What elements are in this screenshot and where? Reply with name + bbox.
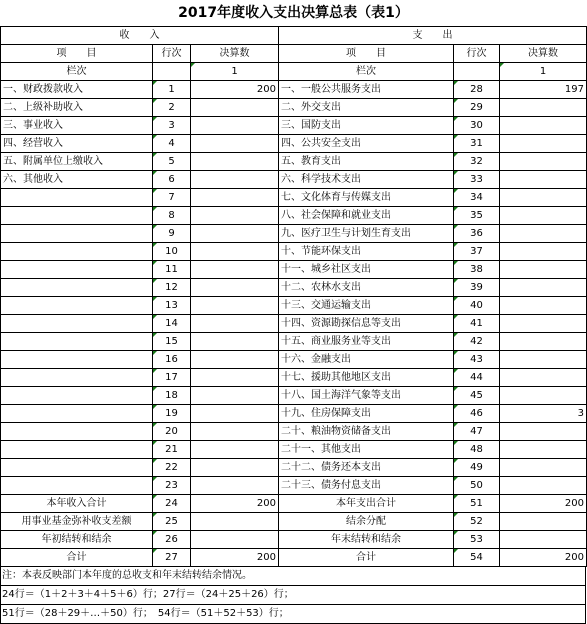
- expense-item-cell: 十八、国土海洋气象等支出: [279, 387, 454, 405]
- income-expense-table: [0, 26, 587, 567]
- income-row-no-cell: 23: [153, 477, 191, 495]
- income-amount-cell: [191, 369, 279, 387]
- expense-amount-cell: [500, 135, 587, 153]
- income-row-no-cell: 20: [153, 423, 191, 441]
- income-row-no-cell: 24: [153, 495, 191, 513]
- expense-row-no-cell: 39: [454, 279, 500, 297]
- income-row-no-cell: 19: [153, 405, 191, 423]
- income-item-cell: [1, 459, 153, 477]
- income-item-cell: [1, 279, 153, 297]
- table-row: [1, 99, 587, 117]
- expense-item-cell: 五、教育支出: [279, 153, 454, 171]
- expense-row-no-cell: 32: [454, 153, 500, 171]
- expense-item-cell: 十、节能环保支出: [279, 243, 454, 261]
- table-row: [1, 387, 587, 405]
- expense-amount-cell: [500, 351, 587, 369]
- expense-item-cell: 一、一般公共服务支出: [279, 81, 454, 99]
- income-row-no-cell: 17: [153, 369, 191, 387]
- expense-row-no-cell: 43: [454, 351, 500, 369]
- expense-item-cell: 三、国防支出: [279, 117, 454, 135]
- table-row: [1, 333, 587, 351]
- table-row: [1, 171, 587, 189]
- note-line: 51行＝（28＋29＋…＋50）行； 54行＝（51＋52＋53）行；: [1, 605, 585, 624]
- income-item-cell: [1, 351, 153, 369]
- expense-item-cell: 二十、粮油物资储备支出: [279, 423, 454, 441]
- total-row: [1, 549, 587, 567]
- table-row: [1, 81, 587, 99]
- expense-column-index-value: 1: [500, 63, 587, 81]
- income-amount-cell: [191, 477, 279, 495]
- expense-item-cell: 二十一、其他支出: [279, 441, 454, 459]
- income-amount-cell: [191, 441, 279, 459]
- income-amount-cell: [191, 531, 279, 549]
- income-row-no-cell: 6: [153, 171, 191, 189]
- income-amount-cell: [191, 279, 279, 297]
- expense-amount-cell: [500, 189, 587, 207]
- expense-amount-header: 决算数: [500, 45, 587, 63]
- expense-item-cell: 十三、交通运输支出: [279, 297, 454, 315]
- expense-row-no-cell: 37: [454, 243, 500, 261]
- expense-amount-cell: [500, 369, 587, 387]
- expense-item-cell: 十四、资源勘探信息等支出: [279, 315, 454, 333]
- income-row-no-cell: 10: [153, 243, 191, 261]
- expense-item-cell: 十七、援助其他地区支出: [279, 369, 454, 387]
- expense-row-no-cell: 49: [454, 459, 500, 477]
- income-row-no-cell: 25: [153, 513, 191, 531]
- table-row: [1, 315, 587, 333]
- expense-row-no-cell: 29: [454, 99, 500, 117]
- table-row: [1, 297, 587, 315]
- column-header-row: [1, 45, 587, 63]
- expense-row-no-cell: 41: [454, 315, 500, 333]
- expense-item-cell: 十五、商业服务业等支出: [279, 333, 454, 351]
- expense-item-cell: 八、社会保障和就业支出: [279, 207, 454, 225]
- income-row-no-cell: 12: [153, 279, 191, 297]
- expense-amount-cell: [500, 225, 587, 243]
- expense-item-cell: 九、医疗卫生与计划生育支出: [279, 225, 454, 243]
- expense-amount-cell: [500, 477, 587, 495]
- table-row: [1, 207, 587, 225]
- expense-row-no-cell: 44: [454, 369, 500, 387]
- income-row-no-cell: 7: [153, 189, 191, 207]
- expense-item-header: 项 目: [279, 45, 454, 63]
- expense-row-no-cell: 35: [454, 207, 500, 225]
- income-amount-cell: [191, 135, 279, 153]
- income-amount-cell: [191, 405, 279, 423]
- income-row-no-cell: 27: [153, 549, 191, 567]
- income-item-cell: [1, 333, 153, 351]
- income-column-index-blank: [153, 63, 191, 81]
- expense-amount-cell: [500, 279, 587, 297]
- report-title: 2017年度收入支出决算总表（表1）: [178, 5, 409, 21]
- expense-item-cell: 年末结转和结余: [279, 531, 454, 549]
- section-header-row: [1, 27, 587, 45]
- table-row: [1, 189, 587, 207]
- income-row-no-cell: 1: [153, 81, 191, 99]
- expense-row-no-cell: 40: [454, 297, 500, 315]
- income-row-no-cell: 5: [153, 153, 191, 171]
- income-row-no-header: 行次: [153, 45, 191, 63]
- expense-item-cell: 四、公共安全支出: [279, 135, 454, 153]
- expense-item-cell: 十一、城乡社区支出: [279, 261, 454, 279]
- notes-section: [0, 567, 586, 624]
- expense-row-no-cell: 45: [454, 387, 500, 405]
- income-column-index-value: 1: [191, 63, 279, 81]
- income-amount-header: 决算数: [191, 45, 279, 63]
- expense-amount-cell: [500, 153, 587, 171]
- expense-row-no-cell: 54: [454, 549, 500, 567]
- income-amount-cell: 200: [191, 495, 279, 513]
- income-row-no-cell: 9: [153, 225, 191, 243]
- income-row-no-cell: 22: [153, 459, 191, 477]
- total-row: [1, 531, 587, 549]
- income-amount-cell: [191, 459, 279, 477]
- income-item-cell: 五、附属单位上缴收入: [1, 153, 153, 171]
- income-amount-cell: [191, 333, 279, 351]
- income-amount-cell: [191, 387, 279, 405]
- table-row: [1, 135, 587, 153]
- income-amount-cell: [191, 315, 279, 333]
- income-item-cell: [1, 441, 153, 459]
- income-item-cell: [1, 369, 153, 387]
- expense-amount-cell: 200: [500, 549, 587, 567]
- expense-row-no-cell: 51: [454, 495, 500, 513]
- expense-item-cell: 二、外交支出: [279, 99, 454, 117]
- income-item-cell: 六、其他收入: [1, 171, 153, 189]
- table-row: [1, 477, 587, 495]
- expense-amount-cell: [500, 333, 587, 351]
- table-row: [1, 279, 587, 297]
- income-item-cell: 二、上级补助收入: [1, 99, 153, 117]
- expense-amount-cell: [500, 315, 587, 333]
- expense-row-no-cell: 33: [454, 171, 500, 189]
- expense-row-no-cell: 47: [454, 423, 500, 441]
- income-column-index-label: 栏次: [1, 63, 153, 81]
- income-amount-cell: [191, 153, 279, 171]
- table-row: [1, 261, 587, 279]
- income-row-no-cell: 14: [153, 315, 191, 333]
- expense-item-cell: 十二、农林水支出: [279, 279, 454, 297]
- expense-row-no-cell: 48: [454, 441, 500, 459]
- income-amount-cell: [191, 117, 279, 135]
- income-item-cell: 用事业基金弥补收支差额: [1, 513, 153, 531]
- expense-item-cell: 二十三、债务付息支出: [279, 477, 454, 495]
- expense-amount-cell: [500, 441, 587, 459]
- income-item-cell: [1, 315, 153, 333]
- income-item-cell: [1, 405, 153, 423]
- income-amount-cell: [191, 225, 279, 243]
- income-row-no-cell: 21: [153, 441, 191, 459]
- income-item-cell: 合计: [1, 549, 153, 567]
- income-item-cell: 四、经营收入: [1, 135, 153, 153]
- income-item-cell: [1, 477, 153, 495]
- expense-amount-cell: [500, 459, 587, 477]
- income-section-header: 收 入: [1, 27, 279, 45]
- income-item-cell: [1, 207, 153, 225]
- income-item-cell: 三、事业收入: [1, 117, 153, 135]
- table-row: [1, 405, 587, 423]
- expense-amount-cell: 200: [500, 495, 587, 513]
- income-row-no-cell: 26: [153, 531, 191, 549]
- expense-item-cell: 本年支出合计: [279, 495, 454, 513]
- expense-amount-cell: [500, 513, 587, 531]
- income-row-no-cell: 18: [153, 387, 191, 405]
- expense-row-no-cell: 28: [454, 81, 500, 99]
- income-row-no-cell: 4: [153, 135, 191, 153]
- table-row: [1, 459, 587, 477]
- income-item-cell: 本年收入合计: [1, 495, 153, 513]
- income-row-no-cell: 3: [153, 117, 191, 135]
- total-row: [1, 495, 587, 513]
- expense-amount-cell: 3: [500, 405, 587, 423]
- income-row-no-cell: 13: [153, 297, 191, 315]
- expense-item-cell: 七、文化体育与传媒支出: [279, 189, 454, 207]
- expense-section-header: 支 出: [279, 27, 587, 45]
- column-index-row: [1, 63, 587, 81]
- expense-item-cell: 结余分配: [279, 513, 454, 531]
- expense-amount-cell: [500, 531, 587, 549]
- table-row: [1, 351, 587, 369]
- expense-item-cell: 六、科学技术支出: [279, 171, 454, 189]
- expense-row-no-cell: 52: [454, 513, 500, 531]
- income-amount-cell: [191, 513, 279, 531]
- table-row: [1, 153, 587, 171]
- note-line: 注：本表反映部门本年度的总收支和年末结转结余情况。: [1, 567, 585, 586]
- expense-amount-cell: [500, 99, 587, 117]
- expense-amount-cell: [500, 297, 587, 315]
- table-row: [1, 225, 587, 243]
- income-amount-cell: [191, 297, 279, 315]
- income-amount-cell: [191, 351, 279, 369]
- table-row: [1, 423, 587, 441]
- income-row-no-cell: 15: [153, 333, 191, 351]
- expense-column-index-blank: [454, 63, 500, 81]
- income-amount-cell: 200: [191, 549, 279, 567]
- table-row: [1, 369, 587, 387]
- income-amount-cell: [191, 261, 279, 279]
- expense-item-cell: 十九、住房保障支出: [279, 405, 454, 423]
- expense-row-no-cell: 46: [454, 405, 500, 423]
- total-row: [1, 513, 587, 531]
- expense-amount-cell: [500, 117, 587, 135]
- expense-amount-cell: [500, 207, 587, 225]
- expense-item-cell: 二十二、债务还本支出: [279, 459, 454, 477]
- income-item-cell: [1, 387, 153, 405]
- expense-item-cell: 合计: [279, 549, 454, 567]
- income-item-cell: [1, 225, 153, 243]
- income-item-cell: [1, 423, 153, 441]
- expense-row-no-header: 行次: [454, 45, 500, 63]
- expense-amount-cell: [500, 171, 587, 189]
- income-item-cell: [1, 243, 153, 261]
- table-row: [1, 243, 587, 261]
- expense-row-no-cell: 34: [454, 189, 500, 207]
- income-item-header: 项 目: [1, 45, 153, 63]
- expense-column-index-label: 栏次: [279, 63, 454, 81]
- income-item-cell: 年初结转和结余: [1, 531, 153, 549]
- table-row: [1, 441, 587, 459]
- expense-amount-cell: 197: [500, 81, 587, 99]
- income-item-cell: 一、财政拨款收入: [1, 81, 153, 99]
- income-amount-cell: [191, 207, 279, 225]
- expense-row-no-cell: 31: [454, 135, 500, 153]
- expense-amount-cell: [500, 423, 587, 441]
- expense-row-no-cell: 50: [454, 477, 500, 495]
- expense-amount-cell: [500, 243, 587, 261]
- income-row-no-cell: 16: [153, 351, 191, 369]
- income-item-cell: [1, 189, 153, 207]
- expense-item-cell: 十六、金融支出: [279, 351, 454, 369]
- income-item-cell: [1, 297, 153, 315]
- income-amount-cell: [191, 171, 279, 189]
- expense-row-no-cell: 53: [454, 531, 500, 549]
- income-amount-cell: 200: [191, 81, 279, 99]
- expense-amount-cell: [500, 261, 587, 279]
- expense-row-no-cell: 30: [454, 117, 500, 135]
- expense-row-no-cell: 38: [454, 261, 500, 279]
- income-amount-cell: [191, 99, 279, 117]
- income-amount-cell: [191, 243, 279, 261]
- income-row-no-cell: 11: [153, 261, 191, 279]
- income-row-no-cell: 2: [153, 99, 191, 117]
- income-row-no-cell: 8: [153, 207, 191, 225]
- income-amount-cell: [191, 423, 279, 441]
- table-row: [1, 117, 587, 135]
- expense-row-no-cell: 42: [454, 333, 500, 351]
- income-item-cell: [1, 261, 153, 279]
- expense-row-no-cell: 36: [454, 225, 500, 243]
- expense-amount-cell: [500, 387, 587, 405]
- income-amount-cell: [191, 189, 279, 207]
- note-line: 24行＝（1＋2＋3＋4＋5＋6）行；27行＝（24＋25＋26）行；: [1, 586, 585, 605]
